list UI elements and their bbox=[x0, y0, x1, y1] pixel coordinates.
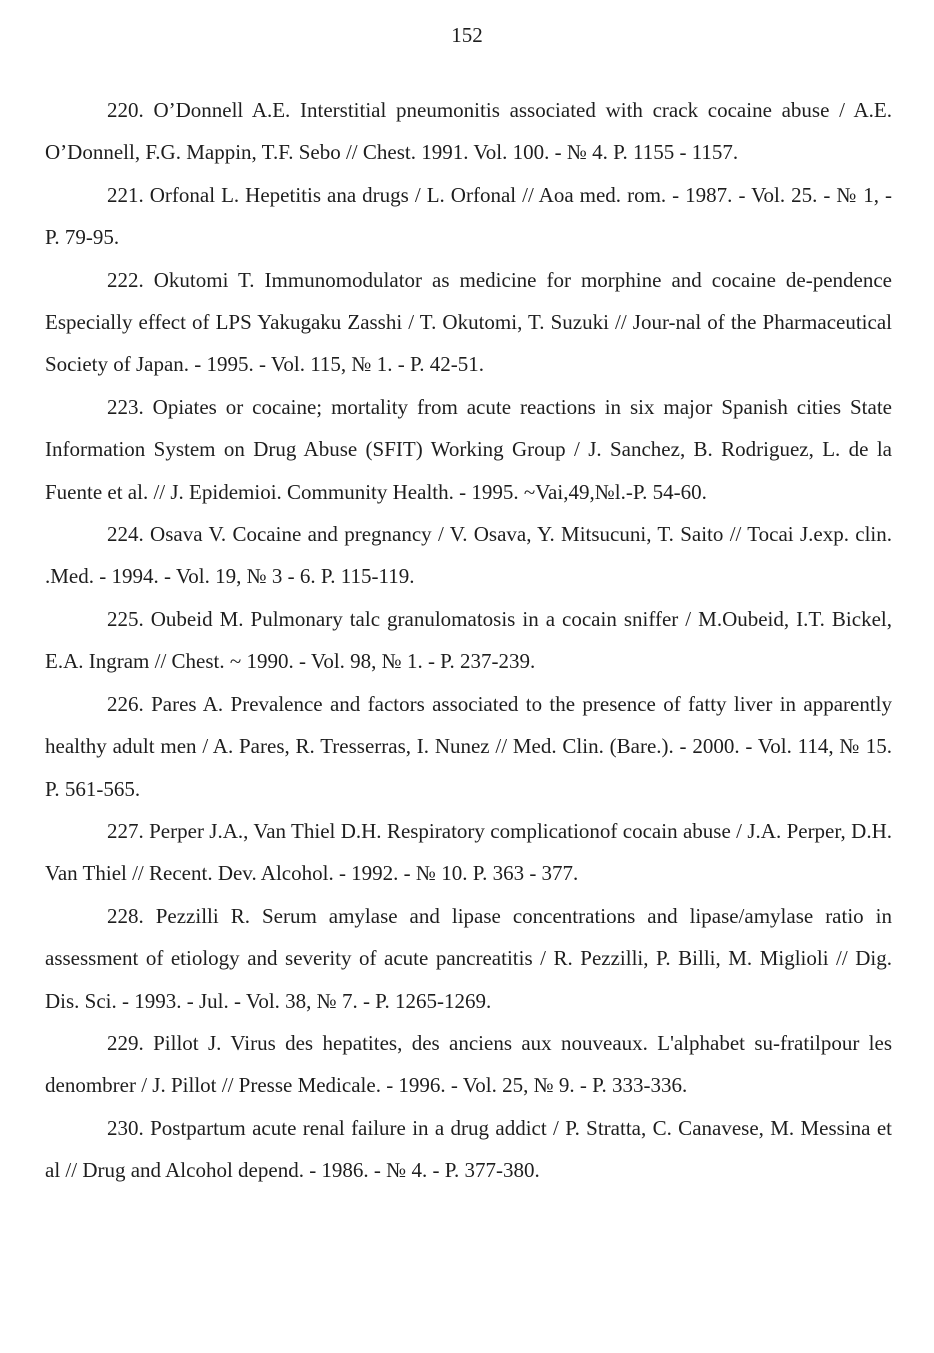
reference-item: 228. Pezzilli R. Serum amylase and lipase concentrations and lipase/amylase ratio in assessment of etiology and severity of acute pancreatitis / R. Pezzilli, P. Billi, M. Miglioli // Dig. Dis. Sci. - 1993. - Jul. - Vol. 38, № 7. - P. 1265-1269. bbox=[45, 903, 892, 1013]
reference-item: 230. Postpartum acute renal failure in a drug addict / P. Stratta, C. Canavese, M. Messina et al // Drug and Alcohol depend. - 1986. - № 4. - P. 377-380. bbox=[45, 1115, 892, 1183]
reference-item: 227. Perper J.A., Van Thiel D.H. Respiratory complicationof cocain abuse / J.A. Perper, D.H. Van Thiel // Recent. Dev. Alcohol. - 1992. - № 10. P. 363 - 377. bbox=[45, 818, 892, 886]
reference-item: 223. Opiates or cocaine; mortality from acute reactions in six major Spanish cities State Information System on Drug Abuse (SFIT) Working Group / J. Sanchez, B. Rodriguez, L. de la Fuente et al. // J. Epidemioi. Community Health. - 1995. ~Vai,49,№l.-P. 54-60. bbox=[45, 394, 892, 504]
reference-item: 221. Orfonal L. Hepetitis ana drugs / L. Orfonal // Aoa med. rom. - 1987. - Vol. 25. - № 1, - P. 79-95. bbox=[45, 182, 892, 250]
reference-item: 220. O’Donnell A.E. Interstitial pneumonitis associated with crack cocaine abuse / A.E. O’Donnell, F.G. Mappin, T.F. Sebo // Chest. 1991. Vol. 100. - № 4. P. 1155 - 1157. bbox=[45, 98, 892, 165]
reference-item: 226. Pares A. Prevalence and factors associated to the presence of fatty liver in apparently healthy adult men / A. Pares, R. Tresserras, I. Nunez // Med. Clin. (Bare.). - 2000. - Vol. 114, № 15. P. 561-565. bbox=[45, 691, 892, 801]
reference-list bbox=[45, 89, 892, 1192]
reference-item: 229. Pillot J. Virus des hepatites, des anciens aux nouveaux. L'alphabet su-fratilpour les denombrer / J. Pillot // Presse Medicale. - 1996. - Vol. 25, № 9. - P. 333-336. bbox=[45, 1030, 892, 1098]
reference-item: 224. Osava V. Cocaine and pregnancy / V. Osava, Y. Mitsucuni, T. Saito // Tocai J.exp. clin. .Med. - 1994. - Vol. 19, № 3 - 6. P. 115-119. bbox=[45, 522, 892, 589]
reference-item: 222. Okutomi T. Immunomodulator as medicine for morphine and cocaine de-pendence Especially effect of LPS Yakugaku Zasshi / T. Okutomi, T. Suzuki // Jour-nal of the Pharmaceutical Society of Japan. - 1995. - Vol. 115, № 1. - P. 42-51. bbox=[45, 267, 892, 377]
reference-item: 225. Oubeid M. Pulmonary talc granulomatosis in a cocain sniffer / M.Oubeid, I.T. Bickel, E.A. Ingram // Chest. ~ 1990. - Vol. 98, № 1. - P. 237-239. bbox=[45, 606, 892, 674]
page-number: 152 bbox=[451, 23, 483, 47]
